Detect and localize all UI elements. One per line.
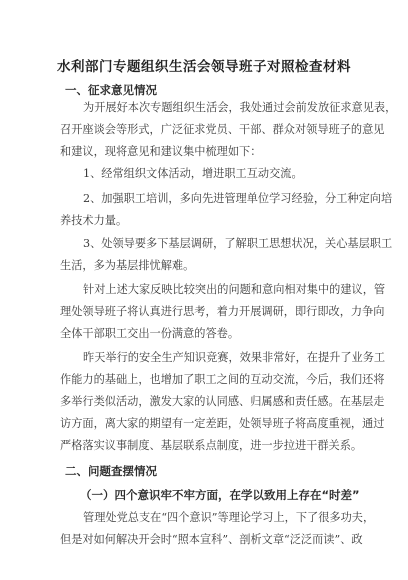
paragraph-line: 理处领导班子将认真进行思考，着力开展调研，即行即改，力争向 (60, 305, 385, 318)
paragraph-line: 养技术力量。 (60, 214, 128, 227)
paragraph-line: 昨天举行的安全生产知识竞赛，效果非常好，在提升了业务工 (83, 351, 386, 364)
paragraph-line: 针对上述大家反映比较突出的问题和意向相对集中的建议，管 (83, 283, 386, 296)
list-item: 1、经常组织文体活动，增进职工互动交流。 (83, 167, 303, 180)
paragraph-line: 和建议，现将意见和建议集中梳理如下： (60, 145, 262, 158)
paragraph-line: 全体干部职工交出一份满意的答卷。 (60, 327, 240, 340)
paragraph-line: 访方面，离大家的期望有一定差距，处领导班子将高度重视，通过 (60, 417, 385, 430)
paragraph-line: 生活，多为基层排忧解难。 (60, 259, 195, 272)
section-heading-problems: 二、问题查摆情况 (65, 464, 157, 478)
subsection-heading: （一）四个意识牢不牢方面，在学以致用上存在“时差” (80, 488, 360, 502)
paragraph-line: 但是对如何解决开会时“照本宣科”、剖析文章“泛泛而读”、政 (60, 533, 363, 546)
list-item: 3、处领导要多下基层调研，了解职工思想状况，关心基层职工 (83, 237, 393, 250)
paragraph-line: 管理处党总支在“四个意识”等理论学习上，下了很多功夫， (83, 511, 375, 524)
paragraph-line: 多举行类似活动，激发大家的认同感、归属感和责任感。在基层走 (60, 395, 385, 408)
paragraph-line: 严格落实议事制度、基层联系点制度，进一步拉进干群关系。 (60, 439, 363, 452)
paragraph-line: 为开展好本次专题组织生活会，我处通过会前发放征求意见表， (83, 101, 397, 114)
section-heading-opinions: 一、征求意见情况 (65, 83, 157, 97)
document-title: 水利部门专题组织生活会领导班子对照检查材料 (57, 59, 351, 75)
paragraph-line: 召开座谈会等形式，广泛征求党员、干部、群众对领导班子的意见 (60, 123, 385, 136)
list-item: 2、加强职工培训，多向先进管理单位学习经验，分工种定向培 (83, 192, 393, 205)
paragraph-line: 作能力的基础上，也增加了职工之间的互动交流，今后，我们还将 (60, 373, 385, 386)
